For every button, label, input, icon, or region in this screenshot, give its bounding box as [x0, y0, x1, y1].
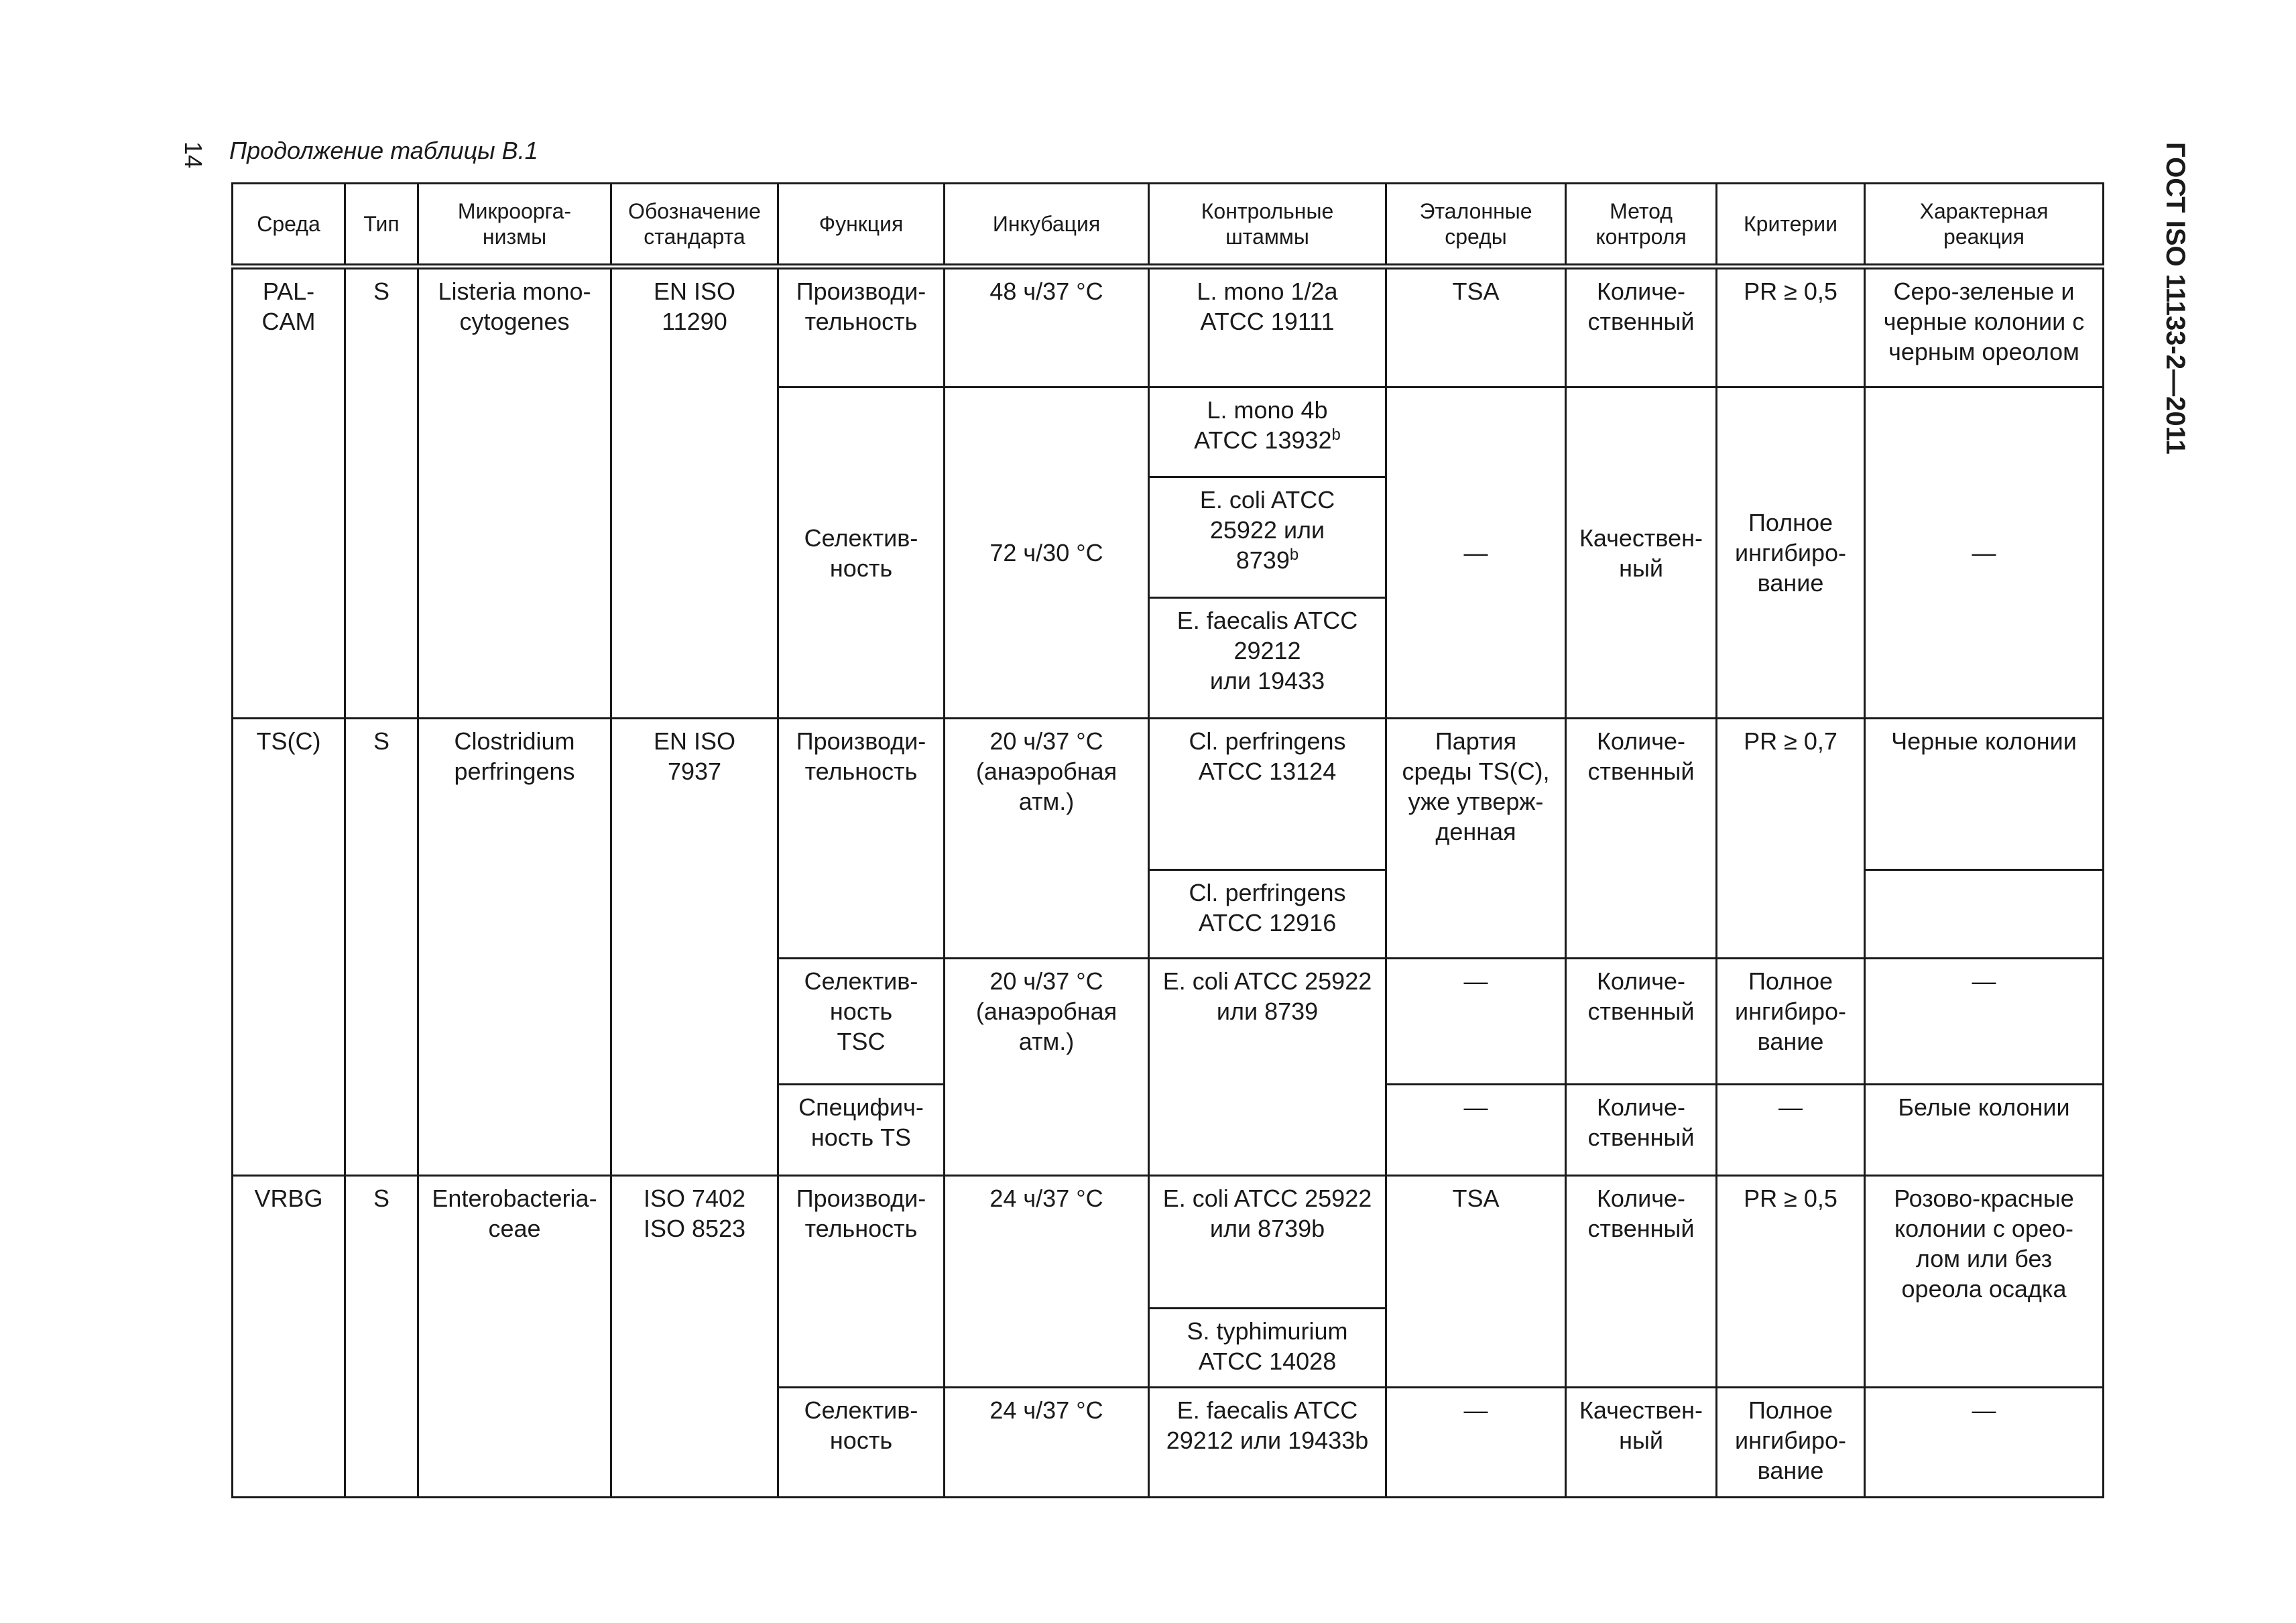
cell-control-method: Качествен- ный	[1566, 1388, 1717, 1498]
page-number: 14	[180, 141, 208, 169]
cell-medium: PAL- CAM	[233, 267, 345, 719]
cell-control-strain: E. coli ATCC 25922 или 8739	[1149, 959, 1386, 1176]
cell-reference-media: —	[1386, 387, 1566, 719]
cell-control-strain: S. typhimurium ATCC 14028	[1149, 1309, 1386, 1388]
cell-function: Производи- тельность	[778, 719, 945, 959]
cell-reference-media: Партия среды TS(C), уже утверж- денная	[1386, 719, 1566, 959]
cell-reaction: —	[1865, 1388, 2104, 1498]
cell-incubation: 24 ч/37 °С	[945, 1176, 1149, 1388]
col-header-medium: Среда	[233, 184, 345, 267]
cell-incubation: 24 ч/37 °С	[945, 1388, 1149, 1498]
cell-reaction: Белые колонии	[1865, 1085, 2104, 1176]
col-header-characteristic-reaction: Характерная реакция	[1865, 184, 2104, 267]
cell-reference-media: TSA	[1386, 1176, 1566, 1388]
cell-reaction: —	[1865, 387, 2104, 719]
cell-function: Производи- тельность	[778, 267, 945, 387]
cell-reference-media: TSA	[1386, 267, 1566, 387]
table-continuation-title: Продолжение таблицы В.1	[229, 137, 538, 164]
cell-function: Селектив- ность	[778, 1388, 945, 1498]
cell-criteria: PR ≥ 0,7	[1717, 719, 1865, 959]
cell-standard: EN ISO 7937	[611, 719, 778, 1176]
cell-type: S	[345, 267, 418, 719]
cell-control-method: Количе- ственный	[1566, 959, 1717, 1085]
cell-control-method: Количе- ственный	[1566, 1085, 1717, 1176]
cell-medium: TS(C)	[233, 719, 345, 1176]
cell-control-method: Количе- ственный	[1566, 1176, 1717, 1388]
cell-criteria: PR ≥ 0,5	[1717, 1176, 1865, 1388]
cell-control-strain: E. faecalis ATCC 29212 или 19433	[1149, 598, 1386, 719]
col-header-type: Тип	[345, 184, 418, 267]
cell-reference-media: —	[1386, 959, 1566, 1085]
table-row	[233, 1176, 2104, 1309]
col-header-criteria: Критерии	[1717, 184, 1865, 267]
cell-control-strain: L. mono 1/2a ATCC 19111	[1149, 267, 1386, 387]
cell-function: Производи- тельность	[778, 1176, 945, 1388]
cell-control-strain: Cl. perfringens ATCC 13124	[1149, 719, 1386, 870]
cell-microorganisms: Listeria mono- cytogenes	[418, 267, 611, 719]
cell-reaction: Серо-зеленые и черные колонии с черным ореолом	[1865, 267, 2104, 387]
cell-control-strain: Cl. perfringens ATCC 12916	[1149, 870, 1386, 959]
cell-control-strain	[1149, 387, 1386, 477]
cell-criteria: Полное ингибиро- вание	[1717, 1388, 1865, 1498]
cell-reaction-empty	[1865, 870, 2104, 959]
cell-control-strain: E. coli ATCC 25922 или 8739b	[1149, 1176, 1386, 1309]
cell-reaction: —	[1865, 959, 2104, 1085]
cell-type: S	[345, 1176, 418, 1498]
cell-function: Селектив- ность	[778, 387, 945, 719]
col-header-reference-media: Эталонные среды	[1386, 184, 1566, 267]
cell-function: Селектив- ность TSC	[778, 959, 945, 1085]
footnote-mark: b	[1331, 426, 1341, 444]
document-code: ГОСТ ISO 11133-2—2011	[2161, 142, 2190, 455]
cell-type: S	[345, 719, 418, 1176]
cell-incubation: 20 ч/37 °С (анаэробная атм.)	[945, 959, 1149, 1176]
col-header-function: Функция	[778, 184, 945, 267]
footnote-mark: b	[1289, 546, 1299, 564]
cell-criteria: Полное ингибиро- вание	[1717, 959, 1865, 1085]
col-header-standard: Обозначение стандарта	[611, 184, 778, 267]
cell-criteria: Полное ингибиро- вание	[1717, 387, 1865, 719]
table-row	[233, 719, 2104, 870]
cell-medium: VRBG	[233, 1176, 345, 1498]
cell-standard: EN ISO 11290	[611, 267, 778, 719]
cell-reaction: Розово-красные колонии с орео- лом или без ореола осадка	[1865, 1176, 2104, 1388]
cell-control-strain: E. faecalis ATCC 29212 или 19433b	[1149, 1388, 1386, 1498]
cell-reference-media: —	[1386, 1085, 1566, 1176]
col-header-microorganisms: Микроорга- низмы	[418, 184, 611, 267]
cell-incubation: 72 ч/30 °С	[945, 387, 1149, 719]
col-header-incubation: Инкубация	[945, 184, 1149, 267]
col-header-control-method: Метод контроля	[1566, 184, 1717, 267]
table-row	[233, 267, 2104, 387]
cell-criteria: —	[1717, 1085, 1865, 1176]
cell-function: Специфич- ность TS	[778, 1085, 945, 1176]
strain-text: E. coli ATCC 25922 или 8739$^b$	[1199, 486, 1335, 574]
cell-control-method: Качествен- ный	[1566, 387, 1717, 719]
cell-control-method: Количе- ственный	[1566, 719, 1717, 959]
table-header-row	[233, 184, 2104, 267]
cell-microorganisms: Clostridium perfringens	[418, 719, 611, 1176]
cell-incubation: 20 ч/37 °С (анаэробная атм.)	[945, 719, 1149, 959]
cell-reaction: Черные колонии	[1865, 719, 2104, 870]
cell-standard: ISO 7402 ISO 8523	[611, 1176, 778, 1498]
cell-control-strain	[1149, 477, 1386, 598]
cell-microorganisms: Enterobacteria- ceae	[418, 1176, 611, 1498]
media-control-table	[231, 182, 2104, 1498]
cell-criteria: PR ≥ 0,5	[1717, 267, 1865, 387]
cell-incubation: 48 ч/37 °С	[945, 267, 1149, 387]
cell-reference-media: —	[1386, 1388, 1566, 1498]
col-header-control-strains: Контрольные штаммы	[1149, 184, 1386, 267]
cell-control-method: Количе- ственный	[1566, 267, 1717, 387]
strain-text: L. mono 4b ATCC 13932$^b$	[1194, 396, 1341, 454]
